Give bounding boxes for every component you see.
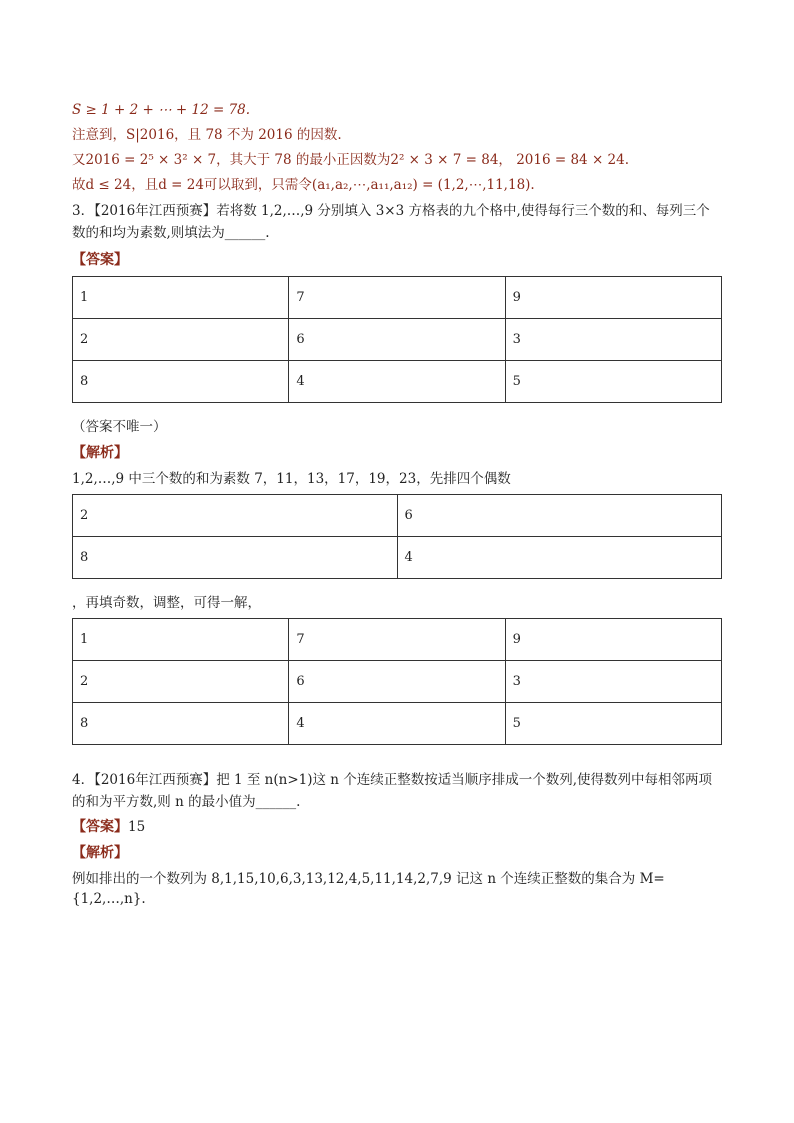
- table-cell: 8: [73, 703, 289, 745]
- q4-answer-label: 【答案】: [72, 819, 128, 835]
- table-cell: 2: [73, 661, 289, 703]
- table-cell: 6: [289, 319, 505, 361]
- table-row: [73, 619, 722, 661]
- table-cell: 9: [505, 277, 721, 319]
- q4-analysis-text: 例如排出的一个数列为 8,1,15,10,6,3,13,12,4,5,11,14,2,7,9 记这 n 个连续正整数的集合为 M={1,2,…,n}.: [72, 871, 665, 907]
- document-page: [72, 100, 722, 914]
- table-cell: 3: [505, 319, 721, 361]
- q3-final-table: [72, 618, 722, 745]
- table-cell: 7: [289, 619, 505, 661]
- table-cell: 6: [397, 495, 722, 537]
- table-cell: 8: [73, 361, 289, 403]
- sum-inequality-line: S ≥ 1 + 2 + ⋯ + 12 = 78.: [72, 102, 251, 118]
- q4-answer-value: 15: [128, 819, 146, 835]
- table-row: [73, 661, 722, 703]
- q3-note: （答案不唯一）: [72, 419, 167, 435]
- table-cell: 1: [73, 619, 289, 661]
- q3-answer-table: [72, 276, 722, 403]
- q3-analysis-text: 1,2,…,9 中三个数的和为素数 7，11，13，17，19，23，先排四个偶数: [72, 471, 511, 487]
- table-cell: 2: [73, 319, 289, 361]
- table-row: [73, 495, 722, 537]
- table-cell: 4: [289, 361, 505, 403]
- conclusion-line: 故d ≤ 24，且d = 24可以取到，只需令(a₁,a₂,⋯,a₁₁,a₁₂) = (1,2,⋯,11,18).: [72, 177, 535, 193]
- table-cell: 5: [505, 703, 721, 745]
- q3-answer-label: 【答案】: [72, 252, 128, 268]
- table-cell: 1: [73, 277, 289, 319]
- table-cell: 5: [505, 361, 721, 403]
- table-cell: 3: [505, 661, 721, 703]
- question-4-text: 4．【2016年江西预赛】把 1 至 n(n>1)这 n 个连续正整数按适当顺序排成一个数列,使得数列中每相邻两项的和为平方数,则 n 的最小值为______.: [72, 772, 713, 810]
- q4-analysis-label: 【解析】: [72, 845, 128, 861]
- table-cell: 7: [289, 277, 505, 319]
- table-row: [73, 319, 722, 361]
- question-3-text: 3．【2016年江西预赛】若将数 1,2,…,9 分别填入 3×3 方格表的九个格中,使得每行三个数的和、每列三个数的和均为素数,则填法为______.: [72, 203, 710, 241]
- table-row: [73, 537, 722, 579]
- table-row: [73, 277, 722, 319]
- table-cell: 6: [289, 661, 505, 703]
- table-cell: 9: [505, 619, 721, 661]
- q4-answer-line: [72, 817, 722, 837]
- divisor-note-line: 注意到，S|2016，且 78 不为 2016 的因数.: [72, 127, 342, 143]
- q3-then-text: ，再填奇数，调整，可得一解，: [72, 595, 261, 611]
- table-row: [73, 703, 722, 745]
- q3-analysis-label: 【解析】: [72, 445, 128, 461]
- q3-even-table: [72, 494, 722, 579]
- table-cell: 4: [397, 537, 722, 579]
- table-cell: 8: [73, 537, 398, 579]
- factorization-line: 又2016 = 2⁵ × 3² × 7，其大于 78 的最小正因数为2² × 3 × 7 = 84， 2016 = 84 × 24.: [72, 152, 630, 168]
- table-row: [73, 361, 722, 403]
- table-cell: 2: [73, 495, 398, 537]
- table-cell: 4: [289, 703, 505, 745]
